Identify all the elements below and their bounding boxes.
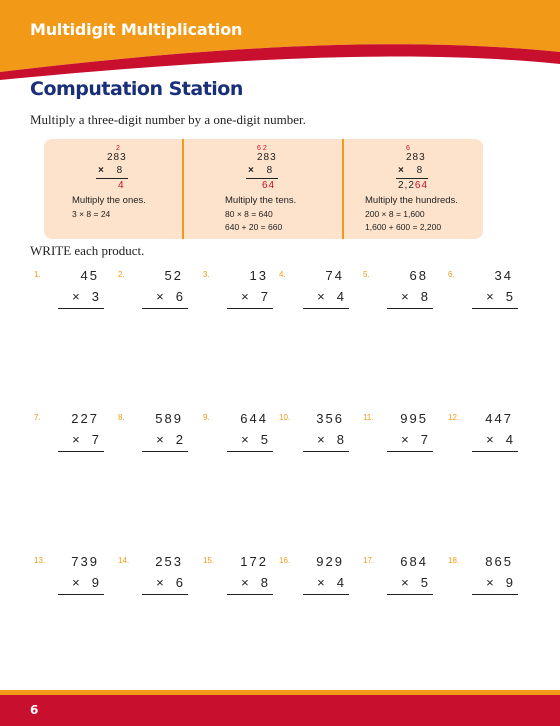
problem-top-number: 45	[80, 268, 99, 283]
answer-line	[227, 594, 273, 595]
problem-multiplier-row	[156, 432, 183, 447]
times-sign: ×	[486, 289, 494, 304]
answer-line	[396, 178, 428, 179]
times-sign: ×	[398, 165, 404, 176]
example-caption: Multiply the tens.	[225, 195, 297, 206]
times-sign: ×	[72, 575, 80, 590]
example-divider	[342, 139, 344, 239]
answer-line	[246, 178, 278, 179]
section-subtitle: Multiply a three-digit number by a one-digit number.	[30, 112, 306, 127]
answer-line	[142, 594, 188, 595]
problem-top-number: 227	[71, 411, 99, 426]
answer-line	[472, 451, 518, 452]
problem-14	[118, 556, 188, 606]
problem-9	[203, 413, 273, 463]
times-sign: ×	[248, 165, 254, 176]
problem-multiplier-row	[401, 575, 428, 590]
problem-multiplier: 7	[260, 289, 268, 304]
example-caption: Multiply the ones.	[72, 195, 146, 206]
problem-multiplier: 7	[420, 432, 428, 447]
problem-3	[203, 270, 273, 320]
problem-number: 13.	[34, 556, 46, 565]
problem-number: 6.	[448, 270, 455, 279]
times-sign: ×	[401, 575, 409, 590]
times-sign: ×	[486, 432, 494, 447]
times-sign: ×	[317, 289, 325, 304]
problem-multiplier-row	[156, 575, 183, 590]
answer-line	[58, 594, 104, 595]
problem-16	[279, 556, 349, 606]
example-caption: Multiply the hundreds.	[365, 195, 458, 206]
carry-digit: 6 2	[257, 145, 267, 152]
problem-multiplier: 9	[505, 575, 513, 590]
problem-number: 10.	[279, 413, 291, 422]
problem-12	[448, 413, 518, 463]
problem-top-number: 68	[409, 268, 428, 283]
answer-line	[472, 594, 518, 595]
example-multiplier-row	[398, 165, 422, 176]
problem-top-number: 589	[155, 411, 183, 426]
problem-multiplier-row	[72, 575, 99, 590]
answer-line	[387, 308, 433, 309]
times-sign: ×	[156, 432, 164, 447]
problem-4	[279, 270, 349, 320]
banner-swoosh	[0, 0, 560, 80]
problem-10	[279, 413, 349, 463]
example-note: 1,600 + 600 = 2,200	[365, 222, 442, 232]
example-divider	[182, 139, 184, 239]
problem-top-number: 447	[485, 411, 513, 426]
problem-multiplier-row	[241, 432, 268, 447]
example-multiplier-row	[248, 165, 272, 176]
problem-multiplier: 5	[505, 289, 513, 304]
answer-line	[387, 451, 433, 452]
problem-2	[118, 270, 188, 320]
problem-multiplier-row	[241, 575, 268, 590]
example-product: 2,264	[398, 180, 429, 191]
problem-number: 12.	[448, 413, 460, 422]
problem-multiplier-row	[486, 289, 513, 304]
times-sign: ×	[156, 289, 164, 304]
answer-line	[142, 308, 188, 309]
answer-line	[472, 308, 518, 309]
example-multiplier: 8	[266, 165, 273, 176]
answer-line	[303, 308, 349, 309]
problem-multiplier: 3	[91, 289, 99, 304]
problem-top-number: 929	[316, 554, 344, 569]
problem-18	[448, 556, 518, 606]
problem-17	[363, 556, 433, 606]
problem-multiplier-row	[156, 289, 183, 304]
answer-line	[58, 308, 104, 309]
answer-line	[227, 308, 273, 309]
problem-multiplier: 4	[336, 289, 344, 304]
answer-line	[303, 451, 349, 452]
problem-multiplier-row	[241, 289, 268, 304]
times-sign: ×	[401, 289, 409, 304]
example-top-number: 283	[107, 152, 127, 163]
problem-11	[363, 413, 433, 463]
times-sign: ×	[156, 575, 164, 590]
answer-line	[227, 451, 273, 452]
answer-line	[142, 451, 188, 452]
problem-multiplier: 8	[420, 289, 428, 304]
page-title: Computation Station	[30, 78, 243, 100]
problem-number: 9.	[203, 413, 210, 422]
problem-13	[34, 556, 104, 606]
times-sign: ×	[98, 165, 104, 176]
problem-number: 3.	[203, 270, 210, 279]
problem-15	[203, 556, 273, 606]
page-number: 6	[30, 703, 39, 717]
problem-number: 15.	[203, 556, 215, 565]
example-top-number: 283	[406, 152, 426, 163]
example-product: 4	[118, 180, 125, 191]
problem-multiplier: 8	[260, 575, 268, 590]
problem-multiplier: 5	[260, 432, 268, 447]
problem-multiplier: 6	[175, 575, 183, 590]
problem-number: 4.	[279, 270, 286, 279]
problem-number: 2.	[118, 270, 125, 279]
problem-multiplier: 9	[91, 575, 99, 590]
problem-number: 16.	[279, 556, 291, 565]
example-note: 200 × 8 = 1,600	[365, 209, 425, 219]
footer-shape	[0, 690, 560, 726]
problem-top-number: 684	[400, 554, 428, 569]
answer-line	[58, 451, 104, 452]
example-note: 640 + 20 = 660	[225, 222, 283, 232]
example-note: 80 × 8 = 640	[225, 209, 273, 219]
problem-multiplier-row	[401, 432, 428, 447]
problem-multiplier-row	[486, 432, 513, 447]
problem-multiplier-row	[72, 289, 99, 304]
problem-number: 17.	[363, 556, 375, 565]
problem-top-number: 644	[240, 411, 268, 426]
problem-top-number: 253	[155, 554, 183, 569]
problem-number: 11.	[363, 413, 374, 422]
problem-multiplier-row	[317, 289, 344, 304]
problem-top-number: 865	[485, 554, 513, 569]
problem-1	[34, 270, 104, 320]
problem-multiplier-row	[72, 432, 99, 447]
problem-7	[34, 413, 104, 463]
problem-multiplier: 8	[336, 432, 344, 447]
carry-digit: 2	[116, 145, 120, 152]
times-sign: ×	[72, 289, 80, 304]
times-sign: ×	[317, 575, 325, 590]
problem-multiplier: 2	[175, 432, 183, 447]
problem-number: 7.	[34, 413, 41, 422]
problem-number: 14.	[118, 556, 130, 565]
example-multiplier-row	[98, 165, 122, 176]
problem-top-number: 995	[400, 411, 428, 426]
times-sign: ×	[401, 432, 409, 447]
problem-multiplier-row	[401, 289, 428, 304]
problem-5	[363, 270, 433, 320]
example-product: 64	[262, 180, 276, 191]
problem-multiplier: 7	[91, 432, 99, 447]
times-sign: ×	[317, 432, 325, 447]
problem-multiplier: 4	[336, 575, 344, 590]
problem-top-number: 74	[325, 268, 344, 283]
problem-multiplier-row	[317, 575, 344, 590]
times-sign: ×	[72, 432, 80, 447]
banner-title: Multidigit Multiplication	[30, 20, 243, 39]
problem-multiplier: 5	[420, 575, 428, 590]
problem-multiplier: 6	[175, 289, 183, 304]
problem-top-number: 52	[164, 268, 183, 283]
example-top-number: 283	[257, 152, 277, 163]
answer-line	[387, 594, 433, 595]
example-multiplier: 8	[116, 165, 123, 176]
times-sign: ×	[241, 289, 249, 304]
footer-band	[0, 690, 560, 726]
times-sign: ×	[241, 575, 249, 590]
problem-number: 18.	[448, 556, 460, 565]
problem-number: 1.	[34, 270, 41, 279]
example-multiplier: 8	[416, 165, 423, 176]
problem-top-number: 356	[316, 411, 344, 426]
instruction-text: WRITE each product.	[30, 243, 145, 258]
answer-line	[96, 178, 128, 179]
problem-top-number: 739	[71, 554, 99, 569]
carry-digit: 6	[406, 145, 410, 152]
problem-multiplier: 4	[505, 432, 513, 447]
problem-multiplier-row	[317, 432, 344, 447]
times-sign: ×	[486, 575, 494, 590]
times-sign: ×	[241, 432, 249, 447]
problem-top-number: 34	[494, 268, 513, 283]
answer-line	[303, 594, 349, 595]
problem-6	[448, 270, 518, 320]
problem-number: 5.	[363, 270, 370, 279]
example-note: 3 × 8 = 24	[72, 209, 111, 219]
problem-top-number: 172	[240, 554, 268, 569]
problem-multiplier-row	[486, 575, 513, 590]
problem-number: 8.	[118, 413, 125, 422]
header-banner	[0, 0, 560, 80]
problem-8	[118, 413, 188, 463]
problem-top-number: 13	[249, 268, 268, 283]
